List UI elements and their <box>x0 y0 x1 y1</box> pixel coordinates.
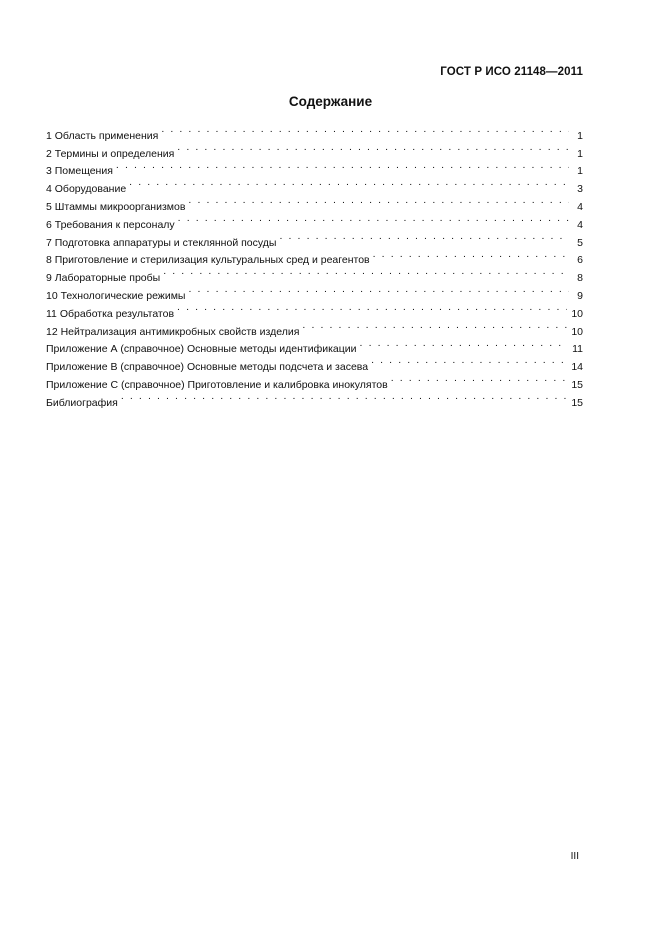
toc-leader-dots <box>163 263 569 281</box>
toc-entry-3[interactable] <box>46 157 583 178</box>
toc-leader-dots <box>129 174 569 192</box>
toc-entry-label: 9 Лабораторные пробы <box>46 272 161 285</box>
toc-entry-page: 15 <box>571 396 583 409</box>
toc-entry-label: 10 Технологические режимы <box>46 289 186 302</box>
toc-entry-page: 6 <box>577 254 583 267</box>
toc-entry-label: Библиография <box>46 396 118 409</box>
toc-leader-dots <box>177 139 569 157</box>
toc-entry-1[interactable] <box>46 121 583 142</box>
toc-entry-label: 3 Помещения <box>46 165 113 178</box>
toc-leader-dots <box>178 210 569 228</box>
toc-entry-page: 10 <box>571 325 583 338</box>
toc-entry-page: 1 <box>577 165 583 178</box>
toc-leader-dots <box>360 335 569 353</box>
toc-entry-page: 14 <box>571 361 583 374</box>
toc-entry-label: 7 Подготовка аппаратуры и стеклянной посуды <box>46 236 277 249</box>
toc-entry-page: 1 <box>577 129 583 142</box>
toc-leader-dots <box>116 157 569 175</box>
toc-entry-page: 8 <box>577 272 583 285</box>
toc-leader-dots <box>121 388 567 406</box>
toc-entry-bibliography[interactable] <box>46 388 583 409</box>
toc-leader-dots <box>188 281 569 299</box>
toc-leader-dots <box>391 370 568 388</box>
toc-title: Содержание <box>288 94 373 109</box>
toc-leader-dots <box>161 121 569 139</box>
toc-entry-page: 4 <box>577 218 583 231</box>
toc-entry-4[interactable] <box>46 174 583 196</box>
toc-entry-page: 5 <box>577 236 583 249</box>
page-number: III <box>570 851 579 862</box>
toc-leader-dots <box>279 228 569 246</box>
toc-leader-dots <box>302 317 567 335</box>
document-code-header: ГОСТ Р ИСО 21148—2011 <box>440 66 583 78</box>
toc-entry-page: 11 <box>572 343 583 356</box>
toc-entry-label: Приложение С (справочное) Приготовление и калибровка инокулятов <box>46 378 388 391</box>
toc-entry-page: 9 <box>577 289 583 302</box>
toc-leader-dots <box>188 192 569 210</box>
toc-entry-label: 12 Нейтрализация антимикробных свойств изделия <box>46 325 300 338</box>
table-of-contents <box>46 121 583 409</box>
toc-entry-page: 15 <box>571 378 583 391</box>
toc-entry-label: 11 Обработка результатов <box>46 307 175 320</box>
toc-entry-page: 4 <box>577 200 583 213</box>
toc-entry-label: Приложение В (справочное) Основные методы подсчета и засева <box>46 361 369 374</box>
toc-entry-label: 2 Термины и определения <box>46 147 175 160</box>
toc-entry-label: 8 Приготовление и стерилизация культуральных сред и реагентов <box>46 254 370 267</box>
toc-entry-label: 5 Штаммы микроорганизмов <box>46 200 186 213</box>
toc-entry-label: 4 Оборудование <box>46 183 127 196</box>
toc-leader-dots <box>371 352 567 370</box>
toc-entry-label: 6 Требования к персоналу <box>46 218 175 231</box>
toc-entry-label: Приложение А (справочное) Основные методы идентификации <box>46 343 357 356</box>
toc-entry-page: 10 <box>571 307 583 320</box>
toc-entry-page: 1 <box>577 147 583 160</box>
toc-leader-dots <box>177 299 567 317</box>
toc-entry-label: 1 Область применения <box>46 129 159 142</box>
toc-leader-dots <box>373 246 569 264</box>
toc-entry-page: 3 <box>577 183 583 196</box>
